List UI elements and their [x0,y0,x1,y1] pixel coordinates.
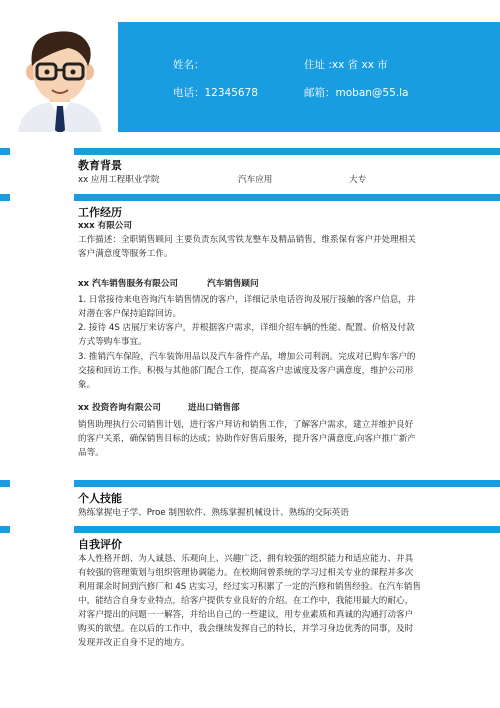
skills-text: 熟练掌握电子学、Proe 制图软件、熟练掌握机械设计、熟练的交际英语 [78,508,349,518]
job-line: 象。 [78,380,96,390]
skills-title: 个人技能 [78,492,122,505]
section-bar-right [74,148,500,155]
avatar [12,22,108,132]
job-line: 工作描述：全职销售顾问 主要负责东风雪铁龙整车及精品销售，维系保有客户并处理相关 [78,235,416,245]
evaluation-line: 发现并改正自身不足的地方。 [78,638,190,648]
work-title: 工作经历 [78,206,122,219]
evaluation-line: 有较强的管理策划与组织管理协调能力。在校期间曾系统的学习过相关专业的课程并多次 [78,568,414,578]
education-major: 汽车应用 [238,175,273,185]
job-line: 销售助理执行公司销售计划，进行客户拜访和销售工作，了解客户需求，建立并维护良好 [78,420,414,430]
evaluation-line: 利用课余时间到汽修厂和 4S 店实习，经过实习积累了一定的汽修和销售经验。在汽车销售 [78,582,421,592]
evaluation-line: 购买的欲望。在以后的工作中，我会继续发挥自己的特长，并学习身边优秀的同事，及时 [78,624,414,634]
job-line: 客户满意度等服务工作。 [78,249,173,259]
evaluation-line: 本人性格开朗、为人诚恳、乐观向上、兴趣广泛、拥有较强的组织能力和适应能力、并具 [78,554,414,564]
education-degree: 大专 [349,175,367,185]
job-position: 进出口销售部 [188,403,240,413]
job-line: 对潜在客户保持追踪回访。 [78,309,182,319]
section-bar-left [0,194,10,201]
job-company: xx 投资咨询有限公司 [78,403,161,413]
email-text: 邮箱：moban@55.la [304,87,409,99]
job-position: 汽车销售顾问 [207,279,259,289]
name-label: 姓名： [173,59,205,71]
job-line: 方式等购车事宜。 [78,337,147,347]
job-line: 交接和回访工作。积极与其他部门配合工作，提高客户忠诚度及客户满意度，维护公司形 [78,366,414,376]
phone-text: 电话：12345678 [173,87,258,99]
job-line: 的客户关系，确保销售目标的达成；协助作好售后服务，提升客户满意度,向客户推广新产 [78,434,416,444]
job-company: xxx 有限公司 [78,221,132,231]
job-line: 2. 接待 4S 店展厅来访客户，并根据客户需求，详细介绍车辆的性能、配置、价格及付款 [78,323,415,333]
job-line: 3. 推销汽车保险，汽车装饰用品以及汽车备件产品，增加公司利润。完成对已购车客户的 [78,352,416,362]
section-bar-right [74,480,500,487]
job-line: 1. 日常接待来电咨询汽车销售情况的客户，详细记录电话咨询及展厅接触的客户信息，并 [78,295,416,305]
section-bar-left [0,526,10,533]
section-bar-right [74,194,500,201]
job-line: 品等。 [78,448,104,458]
section-bar-left [0,148,10,155]
evaluation-title: 自我评价 [78,538,122,551]
address-text: 住址 :xx 省 xx 市 [304,59,388,71]
section-bar-left [0,480,10,487]
education-title: 教育背景 [78,159,122,172]
section-bar-right [74,526,500,533]
job-company: xx 汽车销售服务有限公司 [78,279,179,289]
evaluation-line: 对客户提出的问题一一解答，并给出自己的一些建议，用专业素质和真诚的沟通打动客户 [78,610,414,620]
evaluation-line: 中，能结合自身专业特点，给客户提供专业良好的介绍。在工作中，我能用最大的耐心， [78,596,414,606]
education-school: xx 应用工程职业学院 [78,175,160,185]
